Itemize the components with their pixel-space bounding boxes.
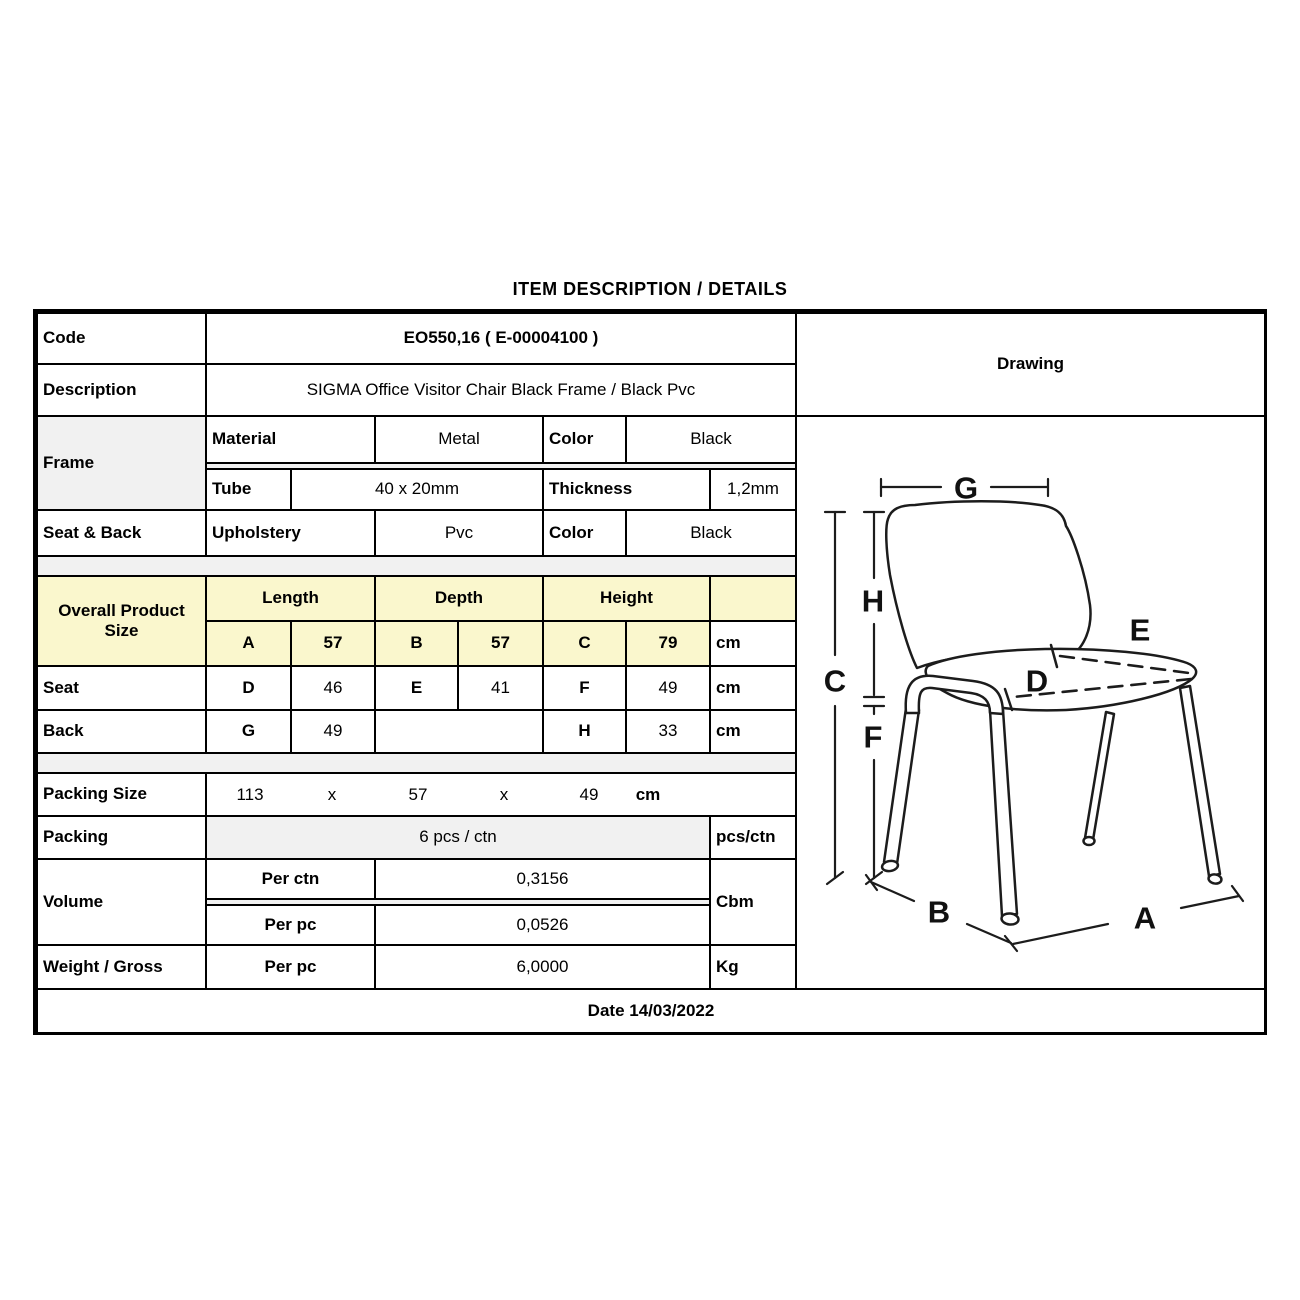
- chair-drawing: [795, 415, 1264, 988]
- upholstery-value: Pvc: [374, 509, 544, 557]
- seatback-color-value: Black: [625, 509, 797, 557]
- chair-front-right-leg: [1180, 686, 1220, 876]
- frame-tube-label: Tube: [205, 468, 292, 511]
- seat-row-unit: cm: [709, 665, 797, 711]
- code-value: EO550,16 ( E-00004100 ): [205, 312, 797, 365]
- dim-c-letter: C: [542, 620, 627, 667]
- packing-size-unit: cm: [635, 784, 661, 804]
- packing-size-label: Packing Size: [36, 772, 207, 817]
- overall-size-label: Overall Product Size: [36, 575, 207, 667]
- description-value: SIGMA Office Visitor Chair Black Frame / Black Pvc: [205, 363, 797, 417]
- volume-per-pc-value: 0,0526: [374, 904, 711, 946]
- packing-unit: pcs/ctn: [709, 815, 797, 860]
- frame-thickness-value: 1,2mm: [709, 468, 797, 511]
- dim-b-value: 57: [457, 620, 544, 667]
- packing-label: Packing: [36, 815, 207, 860]
- chair-rear-left-leg: [884, 708, 919, 864]
- volume-per-ctn-value: 0,3156: [374, 858, 711, 900]
- dim-b-letter: B: [374, 620, 459, 667]
- dim-d-value: 46: [290, 665, 376, 711]
- upholstery-label: Upholstery: [205, 509, 376, 557]
- packing-size-v3: 49: [579, 784, 599, 804]
- depth-header: Depth: [374, 575, 544, 622]
- packing-size-x2: x: [499, 784, 509, 804]
- height-header: Height: [542, 575, 711, 622]
- dim-a-letter: A: [205, 620, 292, 667]
- back-row-unit: cm: [709, 709, 797, 754]
- dim-h-f-line: [861, 512, 885, 884]
- dim-d-letter: D: [205, 665, 292, 711]
- dim-label-e: E: [1129, 612, 1151, 648]
- dim-g-letter: G: [205, 709, 292, 754]
- seatback-color-label: Color: [542, 509, 627, 557]
- dim-label-b: B: [927, 894, 951, 930]
- chair-front-left-leg: [990, 710, 1017, 916]
- volume-label: Volume: [36, 858, 207, 946]
- frame-color-value: Black: [625, 415, 797, 464]
- weight-unit: Kg: [709, 944, 797, 990]
- packing-size-x1: x: [327, 784, 337, 804]
- dim-a-value: 57: [290, 620, 376, 667]
- chair-front-right-foot: [1208, 873, 1222, 884]
- length-header: Length: [205, 575, 376, 622]
- frame-material-value: Metal: [374, 415, 544, 464]
- date-row: Date 14/03/2022: [36, 988, 1266, 1034]
- volume-per-pc-label: Per pc: [205, 904, 376, 946]
- frame-color-label: Color: [542, 415, 627, 464]
- dim-f-letter: F: [542, 665, 627, 711]
- chair-backrest: [886, 501, 1090, 668]
- frame-material-label: Material: [205, 415, 376, 464]
- seatback-label: Seat & Back: [36, 509, 207, 557]
- frame-label: Frame: [36, 415, 207, 511]
- volume-per-ctn-label: Per ctn: [205, 858, 376, 900]
- description-label: Description: [36, 363, 207, 417]
- back-row-label: Back: [36, 709, 207, 754]
- dim-h-letter: H: [542, 709, 627, 754]
- dim-e-letter: E: [374, 665, 459, 711]
- chair-rear-right-foot: [1084, 837, 1095, 845]
- weight-per-pc-label: Per pc: [205, 944, 376, 990]
- volume-unit: Cbm: [709, 858, 797, 946]
- chair-rear-right-leg: [1085, 712, 1114, 840]
- page-title: ITEM DESCRIPTION / DETAILS: [512, 279, 788, 299]
- weight-label: Weight / Gross: [36, 944, 207, 990]
- dim-label-d: D: [1025, 663, 1049, 699]
- dim-label-a: A: [1133, 900, 1157, 936]
- dim-f-value: 49: [625, 665, 711, 711]
- dim-a-line: [1013, 886, 1243, 944]
- drawing-title-cell: Drawing: [795, 312, 1266, 417]
- weight-value: 6,0000: [374, 944, 711, 990]
- frame-thickness-label: Thickness: [542, 468, 711, 511]
- dim-h-value: 33: [625, 709, 711, 754]
- overall-size-unit: cm: [709, 620, 797, 667]
- frame-tube-value: 40 x 20mm: [290, 468, 544, 511]
- dim-label-c: C: [823, 663, 847, 699]
- dim-e-value: 41: [457, 665, 544, 711]
- dim-c-value: 79: [625, 620, 711, 667]
- seat-row-label: Seat: [36, 665, 207, 711]
- packing-size-v1: 113: [236, 784, 264, 804]
- code-label: Code: [36, 312, 207, 365]
- dim-label-f: F: [863, 719, 883, 755]
- chair-front-left-foot: [1001, 913, 1019, 926]
- dim-label-h: H: [861, 583, 885, 619]
- dim-g-value: 49: [290, 709, 376, 754]
- packing-value: 6 pcs / ctn: [205, 815, 711, 860]
- packing-size-v2: 57: [408, 784, 428, 804]
- dim-label-g: G: [953, 470, 979, 506]
